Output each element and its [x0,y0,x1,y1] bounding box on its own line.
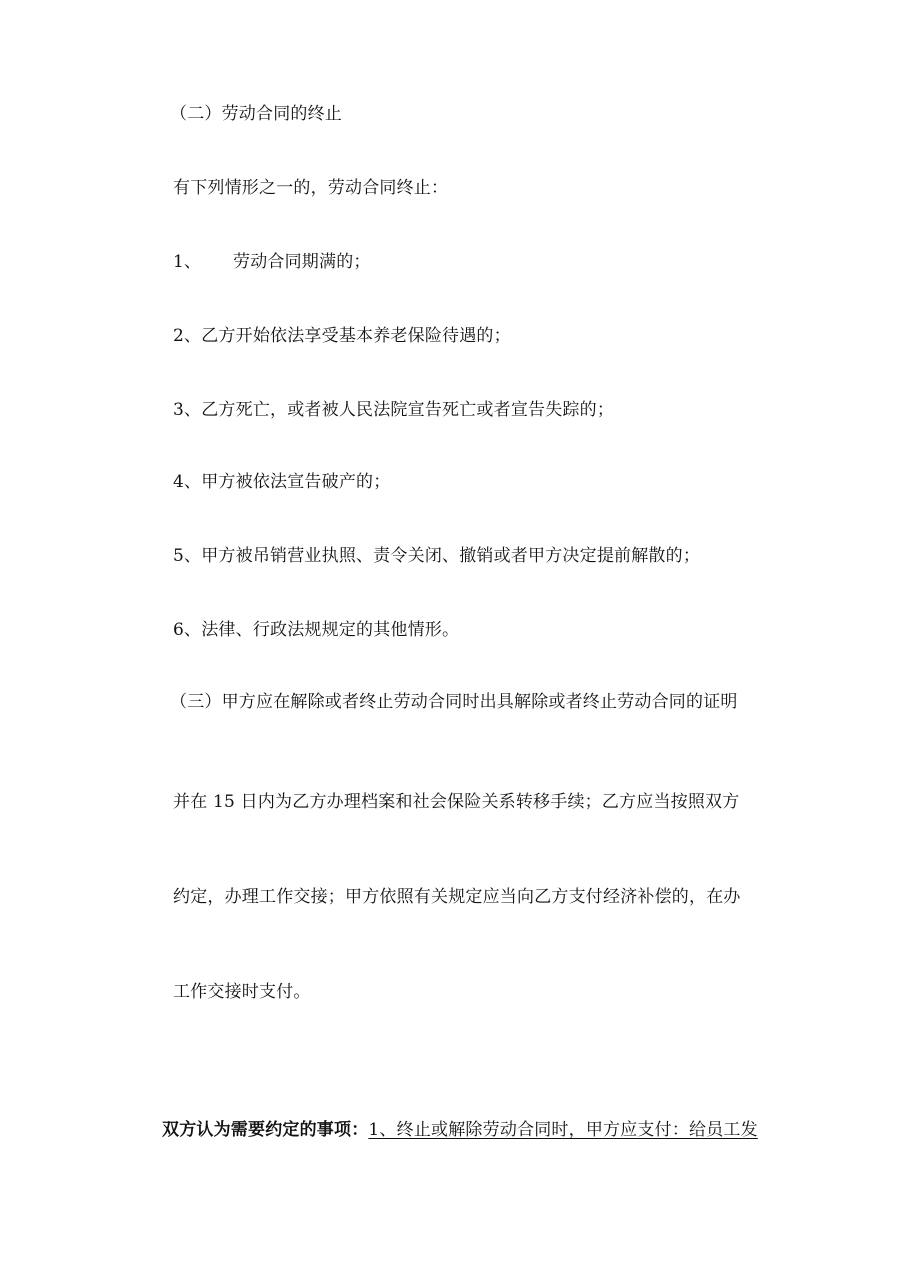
section3-paragraph-line: 并在 15 日内为乙方办理档案和社会保险关系转移手续；乙方应当按照双方 [173,792,740,812]
section3-paragraph-line: 工作交接时支付。 [173,982,311,1002]
agreed-matters-content: 1、终止或解除劳动合同时，甲方应支付：给员工发 [368,1120,758,1140]
list-item: 4、甲方被依法宣告破产的； [173,472,391,492]
list-item: 6、法律、行政法规规定的其他情形。 [173,620,460,640]
list-item: 2、乙方开始依法享受基本养老保险待遇的； [173,326,511,346]
list-item-text: 劳动合同期满的； [233,252,371,272]
agreed-matters-line [162,1118,758,1142]
section3-paragraph-line: 约定，办理工作交接；甲方依照有关规定应当向乙方支付经济补偿的，在办 [173,887,741,907]
list-item: 3、乙方死亡，或者被人民法院宣告死亡或者宣告失踪的； [173,400,615,420]
list-item-number: 1、 [173,252,202,272]
section3-paragraph-line: （三）甲方应在解除或者终止劳动合同时出具解除或者终止劳动合同的证明 [170,692,738,712]
list-item: 5、甲方被吊销营业执照、责令关闭、撤销或者甲方决定提前解散的； [173,546,701,566]
agreed-matters-label: 双方认为需要约定的事项： [162,1120,369,1140]
section-heading-termination: （二）劳动合同的终止 [170,104,342,124]
termination-intro: 有下列情形之一的，劳动合同终止： [173,178,449,198]
list-item [173,250,371,274]
